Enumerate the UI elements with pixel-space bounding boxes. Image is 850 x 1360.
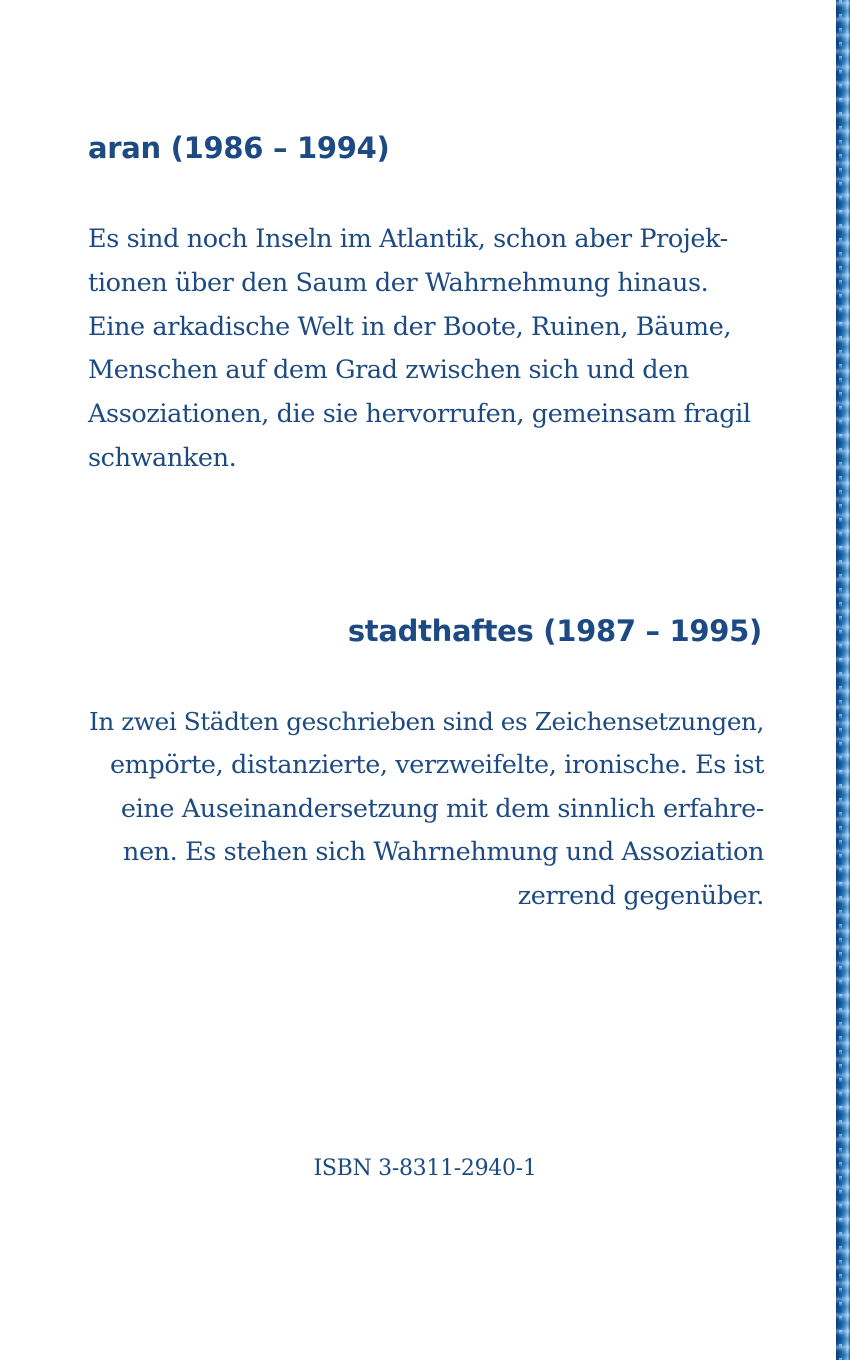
cover-image-strip	[836, 0, 850, 1360]
text-line: empörte, distanzierte, verzweifelte, ironische. Es ist	[109, 749, 764, 780]
text-line: eine Auseinandersetzung mit dem sinnlich erfahre-	[120, 793, 764, 824]
section-title-stadthaftes: stadthaftes (1987 – 1995)	[347, 614, 762, 648]
text-line: Assoziationen, die sie hervorrufen, gemeinsam fragil	[88, 399, 751, 430]
text-line: Es sind noch Inseln im Atlantik, schon aber Projek-	[88, 224, 728, 254]
text-line: nen. Es stehen sich Wahrnehmung und Assoziation	[122, 837, 764, 868]
section-text-stadthaftes	[88, 700, 764, 919]
text-line: tionen über den Saum der Wahrnehmung hinaus.	[88, 267, 709, 298]
isbn-number: ISBN 3-8311-2940-1	[313, 1156, 537, 1181]
text-line: In zwei Städten geschrieben sind es Zeichensetzungen,	[88, 707, 764, 736]
section-text-aran	[88, 218, 764, 481]
text-line: schwanken.	[88, 442, 237, 473]
section-title-aran: aran (1986 – 1994)	[88, 131, 390, 165]
text-line: Menschen auf dem Grad zwischen sich und den	[88, 355, 689, 386]
text-line: Eine arkadische Welt in der Boote, Ruinen, Bäume,	[88, 311, 732, 342]
text-line: zerrend gegenüber.	[517, 881, 764, 912]
